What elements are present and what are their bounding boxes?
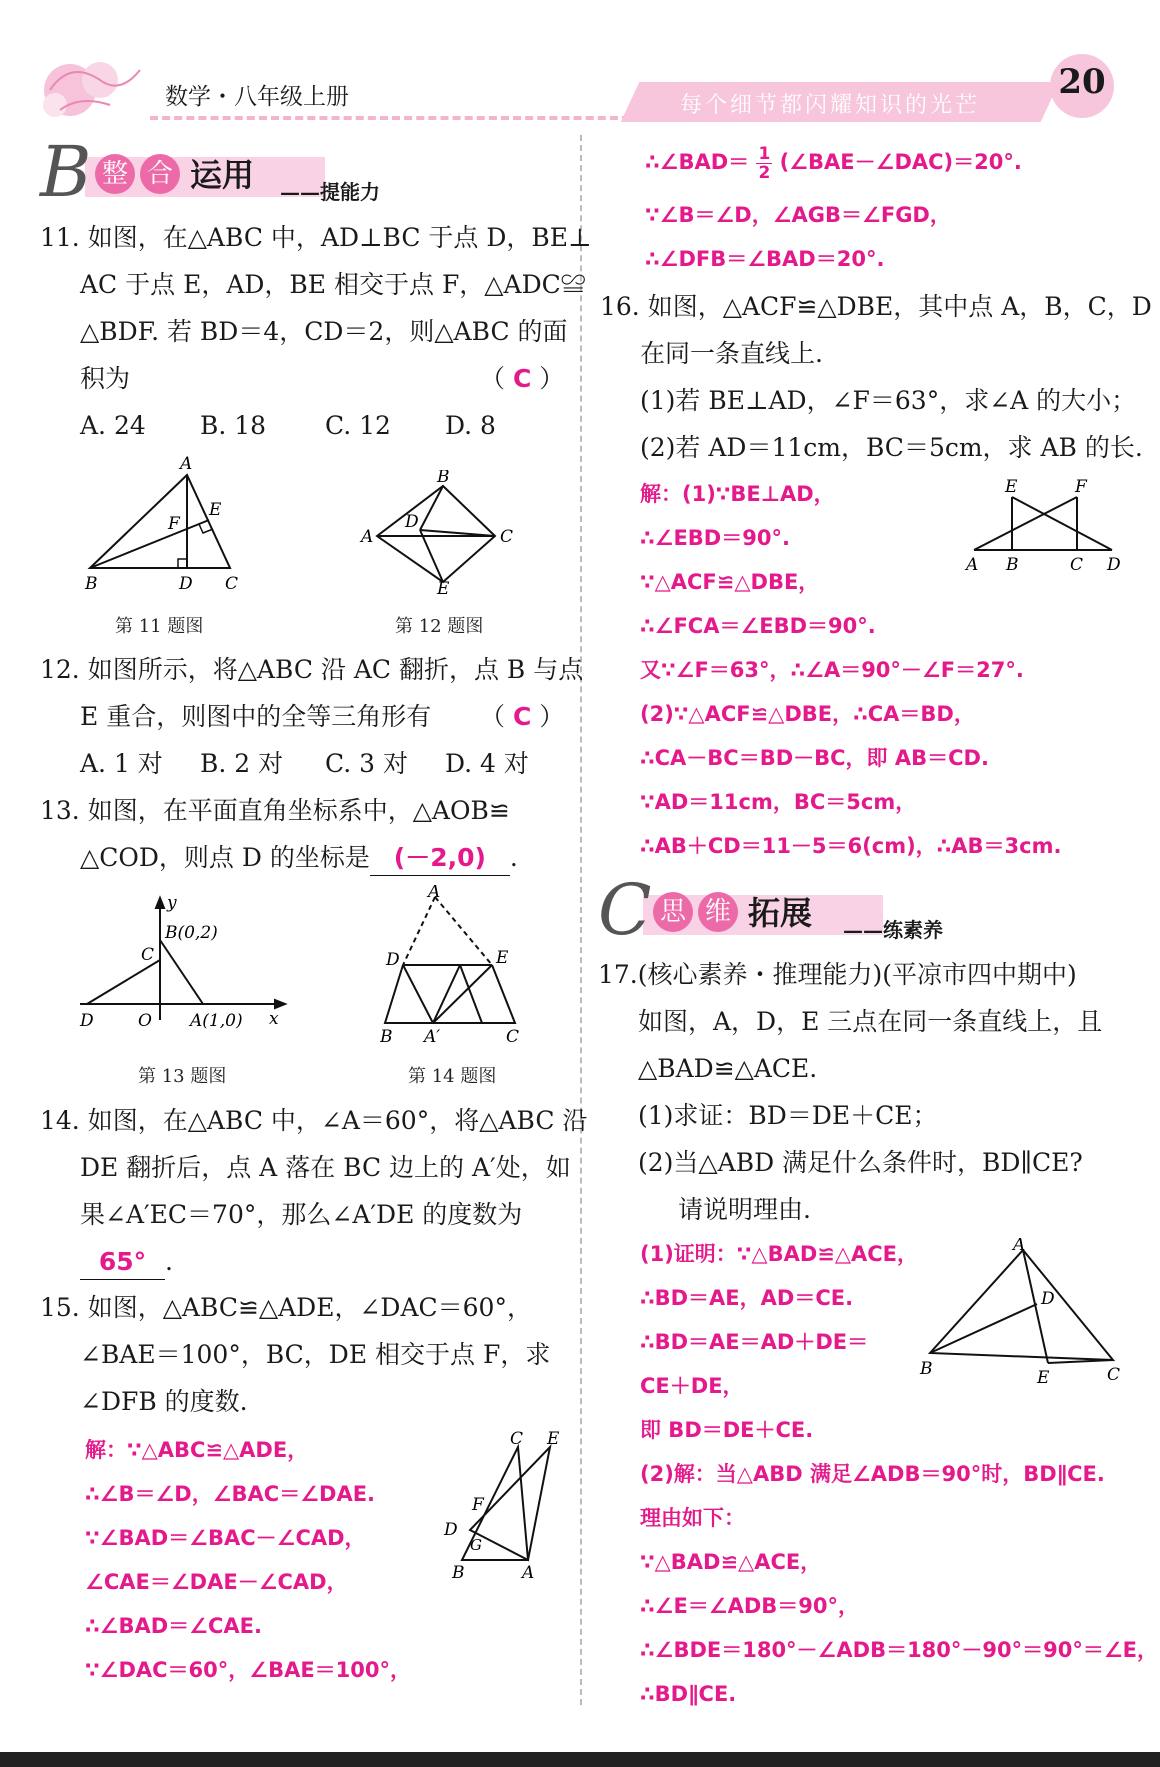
fig14-inner-1	[433, 965, 460, 1023]
fig15-label-d: D	[444, 1520, 458, 1540]
q15-solution	[85, 1428, 411, 1692]
fig12-label-b: B	[437, 470, 450, 487]
q14-line-2: DE 翻折后，点 A 落在 BC 边上的 A′处，如	[80, 1153, 571, 1182]
q11-stem-end: 积为	[80, 364, 131, 393]
fig13-label-d: D	[80, 1011, 94, 1030]
figure-13-caption: 第 13 题图	[138, 1066, 227, 1087]
q16-sol-5: 又∵∠F＝63°，∴∠A＝90°－∠F＝27°.	[640, 658, 1024, 682]
fig13-y-arrow	[156, 898, 164, 908]
q15-sol-2: ∴∠B＝∠D，∠BAC＝∠DAE.	[85, 1482, 376, 1506]
q12-line-1: 12. 如图所示，将△ABC 沿 AC 翻折，点 B 与点	[40, 655, 584, 684]
q13-line-2: △COD，则点 D 的坐标是 (－2,0) .	[40, 834, 570, 881]
q11-option-c: C. 12	[325, 411, 391, 440]
fig17-label-b: B	[920, 1359, 933, 1379]
q15-cont-1-start: ∴∠BAD＝	[645, 150, 750, 174]
section-c-circle-2: 维	[698, 892, 738, 932]
q17-sol-10: ∴∠BDE＝180°－∠ADB＝180°－90°＝90°＝∠E，	[640, 1638, 1159, 1662]
fig14-label-a-prime: A′	[424, 1027, 441, 1045]
q12-option-b: B. 2 对	[200, 749, 284, 778]
fig14-label-b: B	[380, 1027, 393, 1045]
fig11-altitude-be	[90, 520, 209, 568]
fig17-triangle-abc	[930, 1250, 1113, 1360]
fig11-label-d: D	[179, 574, 193, 594]
q15-cont-3: ∴∠DFB＝∠BAD＝20°.	[645, 247, 885, 271]
q11-line-2: AC 于点 E，AD，BE 相交于点 F，△ADC≌	[80, 270, 586, 299]
q13-answer: (－2,0)	[370, 841, 510, 876]
fig17-segment-ec	[1048, 1360, 1113, 1363]
figure-13	[75, 890, 290, 1030]
q11-line-1: 11. 如图，在△ABC 中，AD⊥BC 于点 D，BE⊥	[40, 223, 592, 252]
q12-option-c: C. 3 对	[325, 749, 408, 778]
fig13-label-a: A(1,0)	[190, 1011, 243, 1030]
page-number: 20	[1058, 62, 1106, 102]
q17-sol-5: 即 BD＝DE＋CE.	[640, 1418, 814, 1442]
q11-answer-bracket: （ C ）	[480, 364, 565, 393]
q17-sol-9: ∴∠E＝∠ADB＝90°，	[640, 1594, 860, 1618]
figure-12-caption: 第 12 题图	[395, 616, 484, 637]
q16-sol-1: 解：(1)∵BE⊥AD，	[640, 482, 835, 506]
q16-sol-8: ∵AD＝11cm，BC＝5cm，	[640, 790, 917, 814]
question-17	[598, 951, 1143, 1233]
q13-stem-end: △COD，则点 D 的坐标是	[80, 843, 370, 872]
fig13-segment-dc	[87, 960, 160, 1004]
fig15-label-g: G	[470, 1536, 482, 1554]
fig16-label-f: F	[1075, 477, 1087, 497]
q13-line-1: 13. 如图，在平面直角坐标系中，△AOB≌	[40, 796, 510, 825]
fig11-label-f: F	[168, 514, 180, 534]
section-b-circle-1: 整	[95, 154, 135, 194]
fig11-label-c: C	[225, 574, 239, 594]
fig11-label-e: E	[209, 500, 222, 520]
fig15-label-f: F	[472, 1495, 484, 1515]
q14-line-4: 65° .	[40, 1238, 570, 1285]
q17-sol-11: ∴BD∥CE.	[640, 1682, 737, 1706]
figure-11	[75, 455, 255, 600]
fig13-segment-ba	[160, 940, 203, 1004]
fig13-label-c: C	[141, 945, 155, 965]
fig16-label-a: A	[966, 555, 979, 575]
q15-cont-1	[645, 140, 1022, 184]
question-16	[600, 283, 1152, 471]
fig14-sides-lower	[385, 965, 515, 1023]
fig17-label-a: A	[1013, 1238, 1026, 1255]
fig15-label-b: B	[452, 1563, 465, 1580]
q11-answer: C	[512, 364, 532, 393]
q15-sol-1: 解：∵△ABC≌△ADE，	[85, 1438, 309, 1462]
question-15	[40, 1284, 570, 1425]
q15-fraction-den: 2	[758, 162, 771, 183]
fig14-label-c: C	[506, 1027, 520, 1045]
q11-line-4	[40, 355, 570, 402]
q15-sol-3: ∵∠BAD＝∠BAC－∠CAD，	[85, 1526, 366, 1550]
q11-line-3: △BDF. 若 BD＝4，CD＝2，则△ABC 的面	[80, 317, 568, 346]
fig16-label-c: C	[1070, 555, 1084, 575]
figure-14-caption: 第 14 题图	[408, 1066, 497, 1087]
q15-sol-4: ∠CAE＝∠DAE－∠CAD，	[85, 1570, 348, 1594]
figure-11-caption: 第 11 题图	[115, 616, 204, 637]
fig14-label-a: A	[428, 885, 441, 902]
figure-14	[380, 885, 525, 1045]
section-b-circle-2: 合	[140, 154, 180, 194]
section-b-letter: B	[40, 131, 92, 213]
q17-line-2: 如图，A，D，E 三点在同一条直线上，且	[638, 1007, 1103, 1036]
q17-sol-4: CE＋DE，	[640, 1374, 744, 1398]
fig17-label-c: C	[1107, 1365, 1121, 1385]
q12-option-d: D. 4 对	[445, 749, 529, 778]
q15-cont-2: ∵∠B＝∠D，∠AGB＝∠FGD，	[645, 203, 951, 227]
q17-line-5: (2)当△ABD 满足什么条件时，BD∥CE?	[638, 1148, 1083, 1177]
section-b-header	[40, 132, 460, 212]
q16-sol-6: (2)∵△ACF≌△DBE，∴CA＝BD，	[640, 702, 975, 726]
section-c-title: 拓展	[748, 894, 813, 932]
fig12-label-d: D	[405, 512, 419, 532]
figure-17	[915, 1238, 1125, 1388]
q15-sol-5: ∴∠BAD＝∠CAE.	[85, 1614, 262, 1638]
q12-answer-bracket: （ C ）	[480, 702, 565, 731]
slogan: 每个细节都闪耀知识的光芒	[680, 93, 981, 118]
q16-line-3: (1)若 BE⊥AD，∠F＝63°，求∠A 的大小；	[640, 386, 1137, 415]
q12-option-a: A. 1 对	[80, 749, 163, 778]
column-divider	[580, 135, 582, 1705]
q15-sol-6: ∵∠DAC＝60°，∠BAE＝100°，	[85, 1658, 412, 1682]
q16-line-4: (2)若 AD＝11cm，BC＝5cm，求 AB 的长.	[640, 433, 1143, 462]
fig13-label-o: O	[138, 1011, 152, 1030]
fig12-label-c: C	[500, 527, 514, 547]
section-b-subtitle: ——提能力	[280, 180, 380, 204]
q16-sol-9: ∴AB＋CD＝11－5＝6(cm)，∴AB＝3cm.	[640, 834, 1062, 858]
fig13-label-x: x	[269, 1009, 279, 1029]
fig15-label-e: E	[547, 1430, 560, 1449]
q11-options	[40, 402, 570, 449]
q14-line-3: 果∠A′EC＝70°，那么∠A′DE 的度数为	[80, 1200, 523, 1229]
q16-sol-7: ∴CA－BC＝BD－BC，即 AB＝CD.	[640, 746, 989, 770]
q17-sol-2: ∴BD＝AE，AD＝CE.	[640, 1286, 854, 1310]
q12-line-2	[40, 693, 570, 740]
fig17-label-e: E	[1037, 1368, 1050, 1388]
q16-sol-4: ∴∠FCA＝∠EBD＝90°.	[640, 614, 876, 638]
section-c-subtitle: ——练素养	[843, 918, 943, 942]
fig16-label-d: D	[1107, 555, 1121, 575]
fig13-label-y: y	[167, 893, 177, 913]
figure-16	[962, 475, 1122, 575]
fig17-segment-bd	[930, 1304, 1037, 1353]
q15-fraction	[756, 145, 772, 182]
q17-line-3: △BAD≌△ACE.	[638, 1054, 818, 1083]
q17-sol-3: ∴BD＝AE＝AD＋DE＝	[640, 1330, 869, 1354]
q12-answer: C	[512, 702, 532, 731]
q16-line-2: 在同一条直线上.	[640, 339, 823, 368]
q12-stem-end: E 重合，则图中的全等三角形有	[80, 702, 432, 731]
fig12-label-e: E	[437, 579, 450, 595]
fig13-x-arrow	[275, 1000, 285, 1008]
fig15-label-c: C	[510, 1430, 524, 1449]
q17-sol-6: (2)解：当△ABD 满足∠ADB＝90°时，BD∥CE.	[640, 1462, 1105, 1486]
fig14-segment-dc	[403, 965, 515, 1023]
fig12-label-a: A	[361, 527, 374, 547]
q17-line-1: 17.(核心素养・推理能力)(平凉市四中期中)	[598, 960, 1077, 989]
q11-option-b: B. 18	[200, 411, 267, 440]
q17-sol-1: (1)证明：∵△BAD≌△ACE，	[640, 1242, 919, 1266]
q15-solution-continued	[645, 140, 1022, 281]
q11-option-d: D. 8	[445, 411, 496, 440]
figure-15	[440, 1430, 570, 1580]
bottom-band	[0, 1752, 1160, 1767]
fig15-label-a: A	[522, 1563, 535, 1580]
fig11-label-a: A	[180, 455, 193, 474]
fig16-label-e: E	[1005, 477, 1018, 497]
question-13	[40, 787, 570, 881]
question-12	[40, 646, 584, 787]
fig11-right-angle-d	[178, 559, 187, 568]
q15-fraction-num: 1	[758, 143, 771, 164]
q16-line-1: 16. 如图，△ACF≌△DBE，其中点 A，B，C，D	[600, 292, 1152, 321]
q17-line-4: (1)求证：BD＝DE＋CE；	[638, 1101, 938, 1130]
fig14-dashed-ad	[403, 897, 435, 965]
fig16-label-b: B	[1006, 555, 1019, 575]
fig14-segment-da1	[403, 965, 433, 1023]
section-c-letter: C	[598, 869, 652, 951]
q15-line-3: ∠DFB 的度数.	[80, 1387, 248, 1416]
q15-line-1: 15. 如图，△ABC≌△ADE，∠DAC＝60°，	[40, 1293, 532, 1322]
q12-options	[40, 740, 570, 787]
question-11	[40, 214, 592, 449]
header	[0, 40, 1160, 130]
flower-ornament-icon	[30, 50, 150, 130]
fig14-label-d: D	[386, 950, 400, 970]
q14-line-1: 14. 如图，在△ABC 中，∠A＝60°，将△ABC 沿	[40, 1106, 588, 1135]
q15-line-2: ∠BAE＝100°，BC，DE 相交于点 F，求	[80, 1340, 551, 1369]
question-14	[40, 1097, 588, 1285]
fig14-label-e: E	[496, 948, 509, 968]
section-c-header	[598, 870, 1018, 950]
q14-answer: 65°	[80, 1245, 165, 1280]
section-c-circle-1: 思	[653, 892, 693, 932]
fig12-segment-bd	[420, 486, 443, 530]
fig14-dashed-ae	[435, 897, 492, 965]
q17-sol-7: 理由如下：	[640, 1506, 745, 1530]
book-title: 数学・八年级上册	[165, 84, 349, 110]
q17-sol-8: ∵△BAD≌△ACE，	[640, 1550, 822, 1574]
fig17-label-d: D	[1041, 1289, 1055, 1309]
fig11-triangle	[90, 475, 230, 568]
q16-sol-3: ∵△ACF≌△DBE，	[640, 570, 820, 594]
q11-option-a: A. 24	[80, 411, 146, 440]
q16-sol-2: ∴∠EBD＝90°.	[640, 526, 790, 550]
header-dashed-line	[150, 116, 630, 120]
figure-12	[355, 470, 530, 595]
q15-cont-1-end: (∠BAE－∠DAC)＝20°.	[779, 150, 1022, 174]
fig13-label-b: B(0,2)	[165, 923, 218, 943]
q17-line-6: 请说明理由.	[678, 1195, 811, 1224]
section-b-title: 运用	[190, 156, 255, 194]
fig11-label-b: B	[85, 574, 98, 594]
